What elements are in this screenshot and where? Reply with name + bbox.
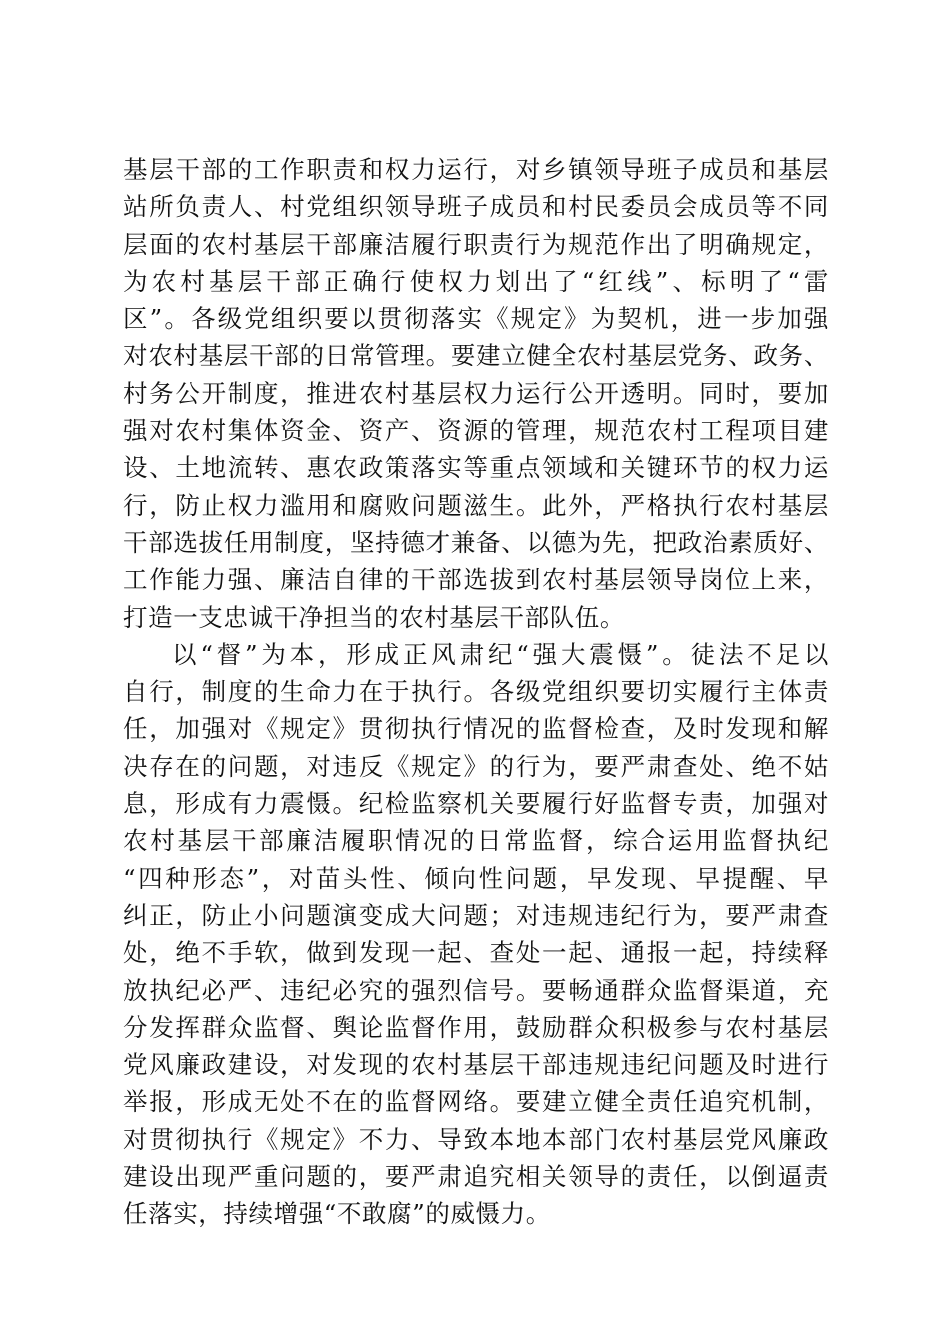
text-line: 建设出现严重问题的，要严肃追究相关领导的责任，以倒逼责 (123, 1162, 829, 1192)
text-line: 站所负责人、村党组织领导班子成员和村民委员会成员等不同 (123, 192, 829, 222)
text-line: “四种形态”，对苗头性、倾向性问题，早发现、早提醒、早 (123, 863, 829, 893)
text-line: 区”。各级党组织要以贯彻落实《规定》为契机，进一步加强 (123, 304, 829, 334)
text-line: 干部选拔任用制度，坚持德才兼备、以德为先，把政治素质好、 (123, 527, 829, 557)
text-line: 任，加强对《规定》贯彻执行情况的监督检查，及时发现和解 (123, 714, 829, 744)
text-line: 设、土地流转、惠农政策落实等重点领域和关键环节的权力运 (123, 453, 829, 483)
text-line: 层面的农村基层干部廉洁履行职责行为规范作出了明确规定， (123, 229, 829, 259)
text-line: 处，绝不手软，做到发现一起、查处一起、通报一起，持续释 (123, 938, 829, 968)
text-line: 分发挥群众监督、舆论监督作用，鼓励群众积极参与农村基层 (123, 1012, 829, 1042)
text-line: 为农村基层干部正确行使权力划出了“红线”、标明了“雷 (123, 266, 829, 296)
text-line: 农村基层干部廉洁履职情况的日常监督，综合运用监督执纪 (123, 826, 829, 856)
text-line: 对农村基层干部的日常管理。要建立健全农村基层党务、政务、 (123, 341, 829, 371)
text-line: 纠正，防止小问题演变成大问题；对违规违纪行为，要严肃查 (123, 900, 829, 930)
text-line: 强对农村集体资金、资产、资源的管理，规范农村工程项目建 (123, 416, 829, 446)
text-line: 任落实，持续增强“不敢腐”的威慑力。 (123, 1199, 551, 1229)
text-line: 放执纪必严、违纪必究的强烈信号。要畅通群众监督渠道，充 (123, 975, 829, 1005)
text-line: 行，防止权力滥用和腐败问题滋生。此外，严格执行农村基层 (123, 490, 829, 520)
text-line: 工作能力强、廉洁自律的干部选拔到农村基层领导岗位上来， (123, 565, 829, 595)
text-line: 对贯彻执行《规定》不力、导致本地本部门农村基层党风廉政 (123, 1124, 829, 1154)
text-line: 息，形成有力震慑。纪检监察机关要履行好监督专责，加强对 (123, 789, 829, 819)
document-body (123, 151, 829, 1233)
text-line: 决存在的问题，对违反《规定》的行为，要严肃查处、绝不姑 (123, 751, 829, 781)
text-line: 村务公开制度，推进农村基层权力运行公开透明。同时，要加 (123, 378, 829, 408)
text-line: 打造一支忠诚干净担当的农村基层干部队伍。 (123, 602, 625, 632)
text-line: 自行，制度的生命力在于执行。各级党组织要切实履行主体责 (123, 677, 829, 707)
paragraph-first-line: 以“督”为本，形成正风肃纪“强大震慑”。徒法不足以 (172, 639, 829, 669)
text-line: 举报，形成无处不在的监督网络。要建立健全责任追究机制， (123, 1087, 829, 1117)
text-line: 基层干部的工作职责和权力运行，对乡镇领导班子成员和基层 (123, 155, 829, 184)
text-line: 党风廉政建设，对发现的农村基层干部违规违纪问题及时进行 (123, 1050, 829, 1080)
